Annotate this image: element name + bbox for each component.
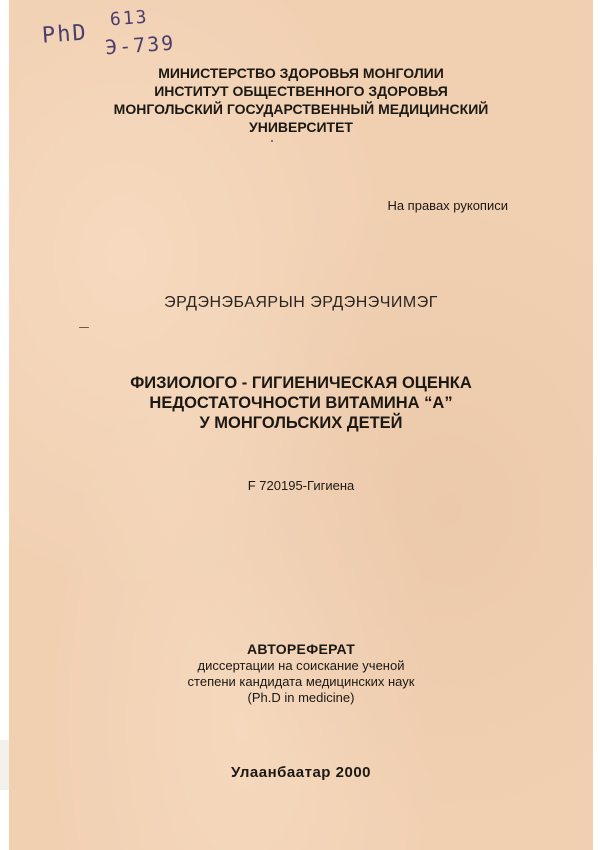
rights-note: На правах рукописи — [387, 198, 508, 213]
specialty-code: F 720195-Гигиена — [247, 478, 355, 493]
paper-speck — [271, 140, 273, 142]
abstract-line: степени кандидата медицинских наук — [187, 674, 415, 689]
abstract-line: (Ph.D in medicine) — [247, 690, 355, 705]
handwritten-code: Э-739 — [104, 30, 176, 60]
paper-speck — [79, 327, 89, 328]
abstract-line: диссертации на соискание ученой — [197, 658, 405, 673]
abstract-heading: АВТОРЕФЕРАТ — [246, 641, 356, 657]
header-line: МИНИСТЕРСТВО ЗДОРОВЬЯ МОНГОЛИИ — [158, 65, 444, 81]
author-name: ЭРДЭНЭБАЯРЫН ЭРДЭНЭЧИМЭГ — [164, 294, 438, 311]
header-line: УНИВЕРСИТЕТ — [249, 119, 353, 135]
title-line: НЕДОСТАТОЧНОСТИ ВИТАМИНА “А” — [149, 394, 453, 412]
city-year: Улаанбаатар 2000 — [231, 764, 371, 781]
header-line: МОНГОЛЬСКИЙ ГОСУДАРСТВЕННЫЙ МЕДИЦИНСКИЙ — [113, 101, 489, 117]
dissertation-title — [9, 373, 593, 433]
abstract-block — [9, 640, 593, 706]
title-line: У МОНГОЛЬСКИХ ДЕТЕЙ — [199, 414, 403, 432]
handwritten-phd: PhD — [41, 20, 89, 49]
cover-sheet — [9, 0, 593, 850]
handwritten-number: 613 — [109, 6, 150, 31]
institution-header — [9, 64, 593, 136]
header-line: ИНСТИТУТ ОБЩЕСТВЕННОГО ЗДОРОВЬЯ — [154, 83, 448, 99]
title-line: ФИЗИОЛОГО - ГИГИЕНИЧЕСКАЯ ОЦЕНКА — [130, 374, 472, 392]
